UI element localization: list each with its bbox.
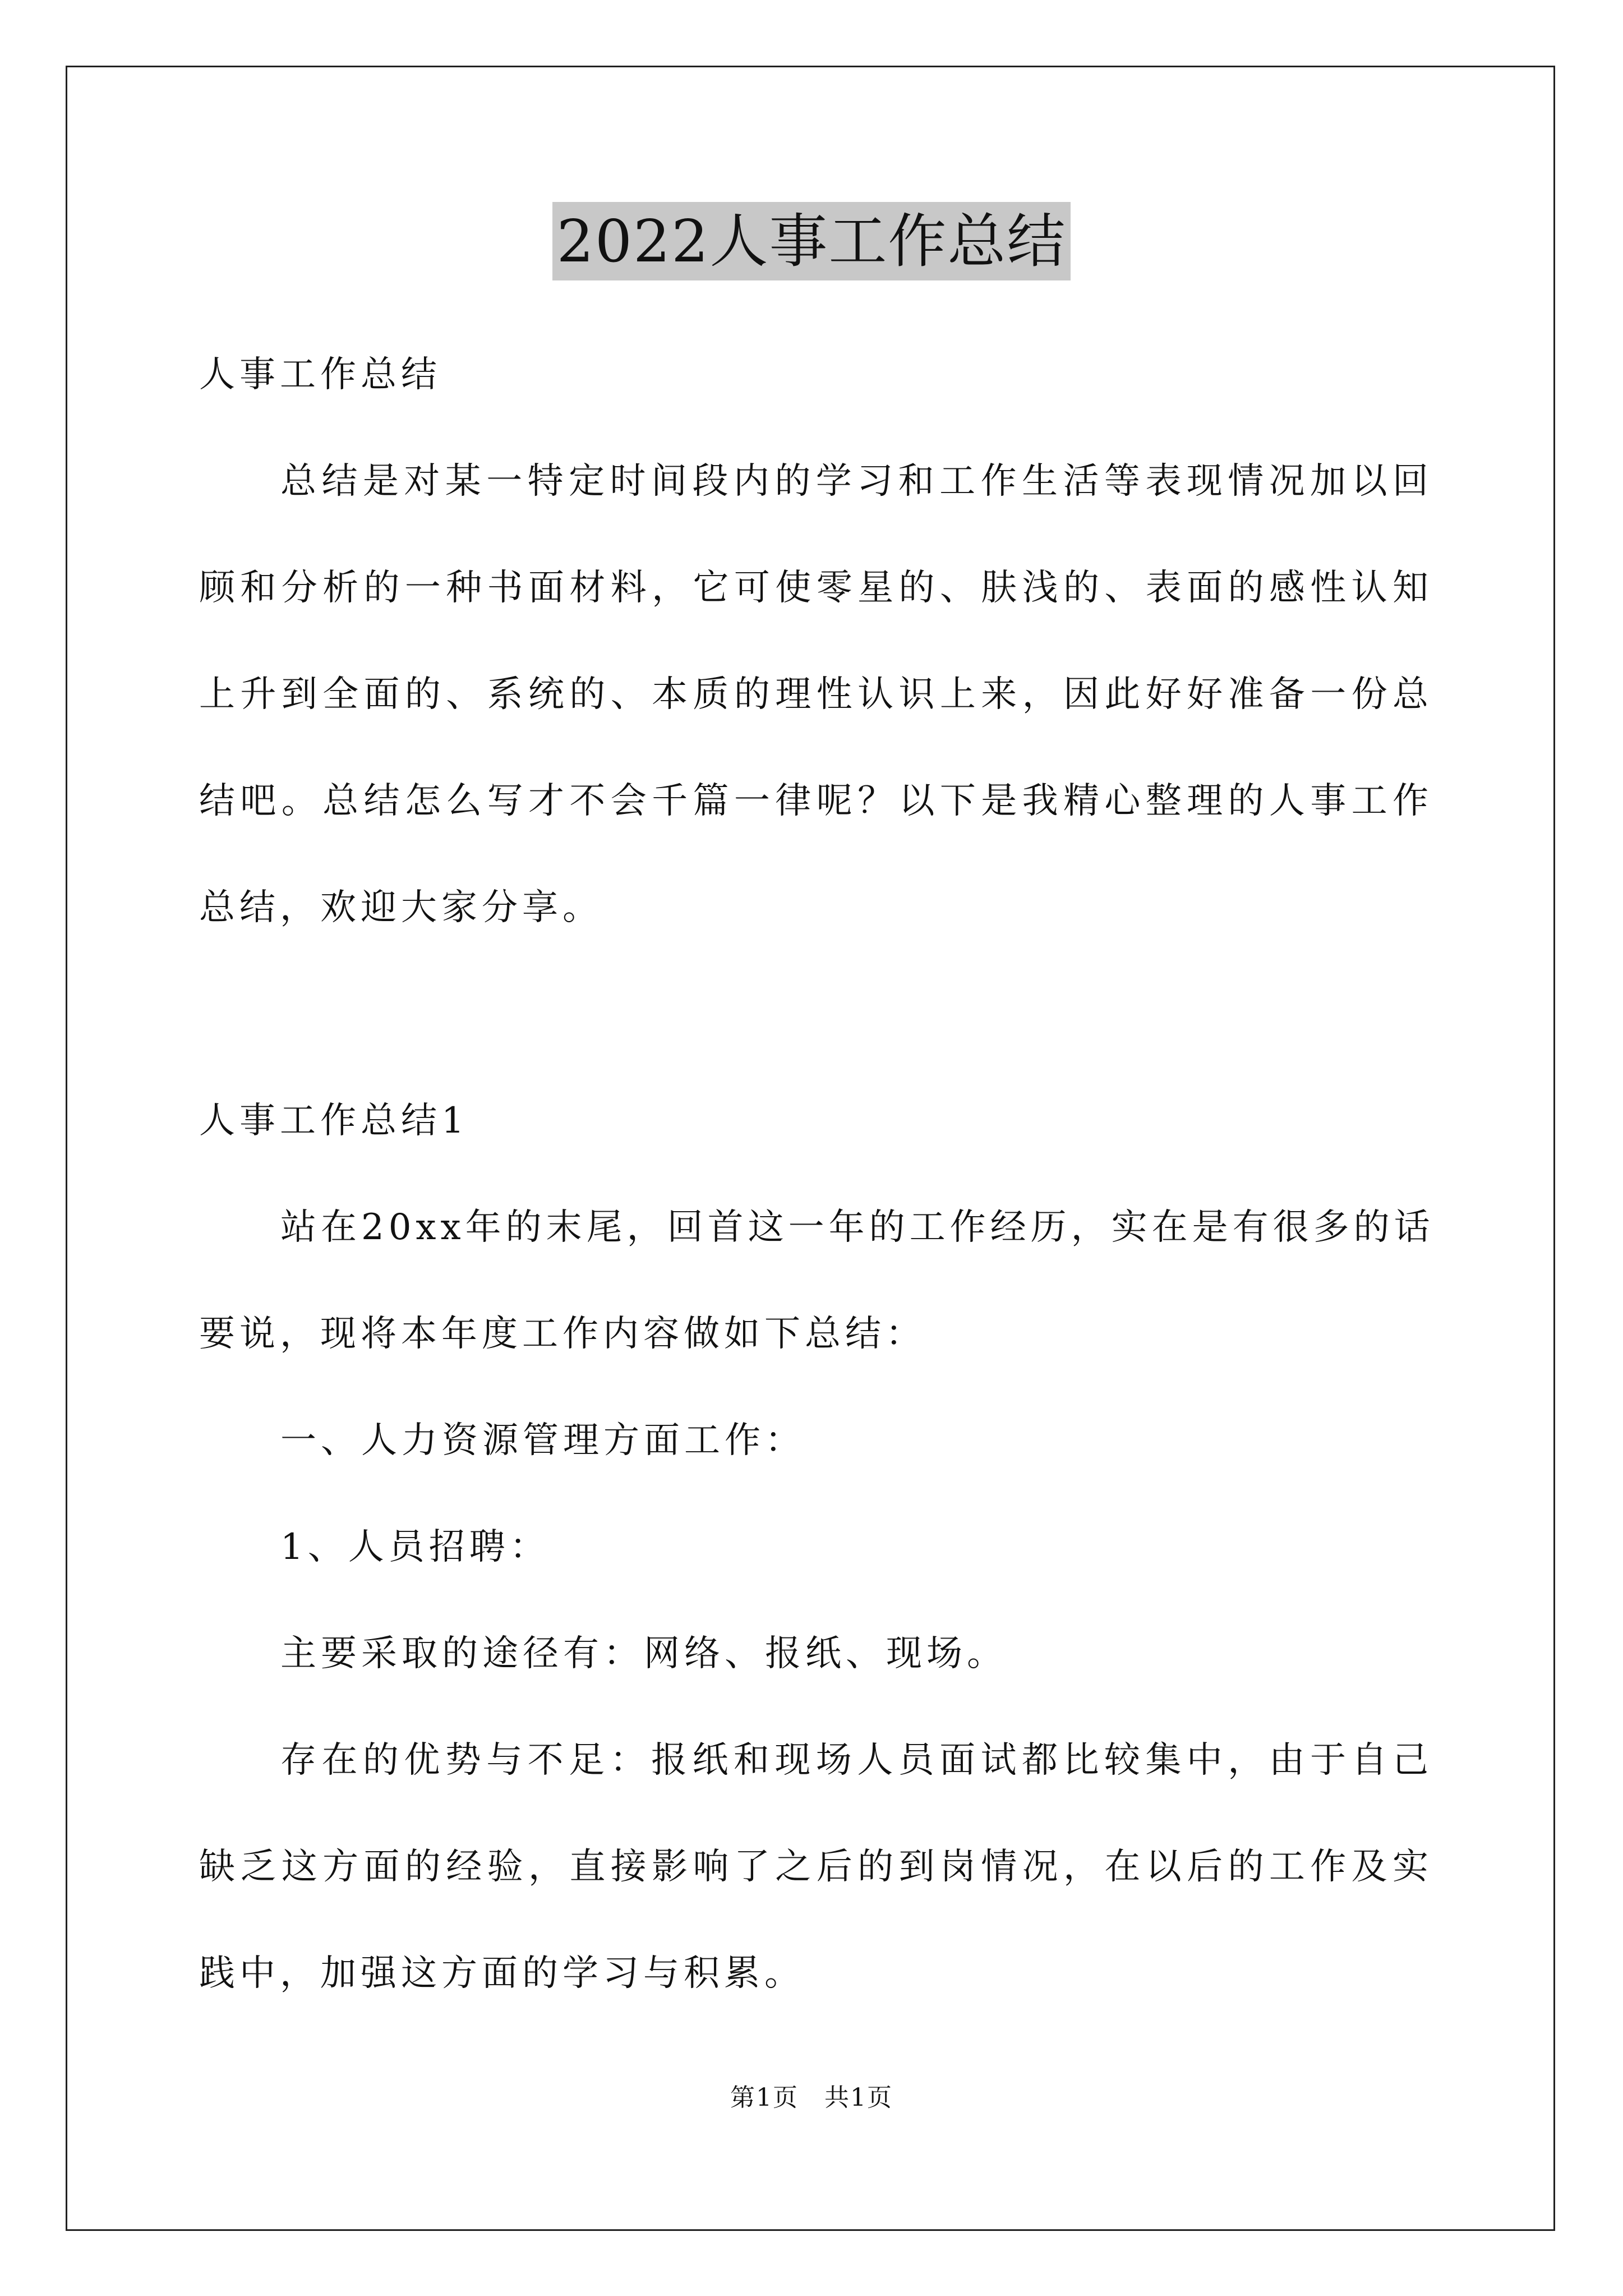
main-heading: 人事工作总结 (199, 354, 441, 395)
intro-line: 顾和分析的一种书面材料，它可使零星的、肤浅的、表面的感性认知 (199, 567, 1433, 609)
document-title: 2022人事工作总结 (552, 202, 1071, 280)
section-line: 主要采取的途径有：网络、报纸、现场。 (280, 1633, 1007, 1674)
section-line: 1、人员招聘： (280, 1526, 550, 1568)
section-line: 一、人力资源管理方面工作： (280, 1420, 805, 1461)
intro-line: 总结，欢迎大家分享。 (199, 887, 603, 928)
intro-line: 总结是对某一特定时间段内的学习和工作生活等表现情况加以回 (280, 461, 1433, 502)
section-line: 缺乏这方面的经验，直接影响了之后的到岗情况，在以后的工作及实 (199, 1846, 1433, 1888)
page-footer: 第1页 共1页 (730, 2083, 893, 2112)
section-line: 存在的优势与不足：报纸和现场人员面试都比较集中，由于自己 (280, 1740, 1433, 1781)
intro-line: 结吧。总结怎么写才不会千篇一律呢？以下是我精心整理的人事工作 (199, 780, 1433, 822)
title-container (0, 202, 1623, 280)
section-line: 践中，加强这方面的学习与积累。 (199, 1953, 805, 1994)
section-heading: 人事工作总结1 (199, 1100, 469, 1142)
section-line: 站在20xx年的末尾，回首这一年的工作经历，实在是有很多的话 (280, 1207, 1435, 1248)
intro-line: 上升到全面的、系统的、本质的理性认识上来，因此好好准备一份总 (199, 674, 1433, 715)
section-line: 要说，现将本年度工作内容做如下总结： (199, 1313, 926, 1355)
